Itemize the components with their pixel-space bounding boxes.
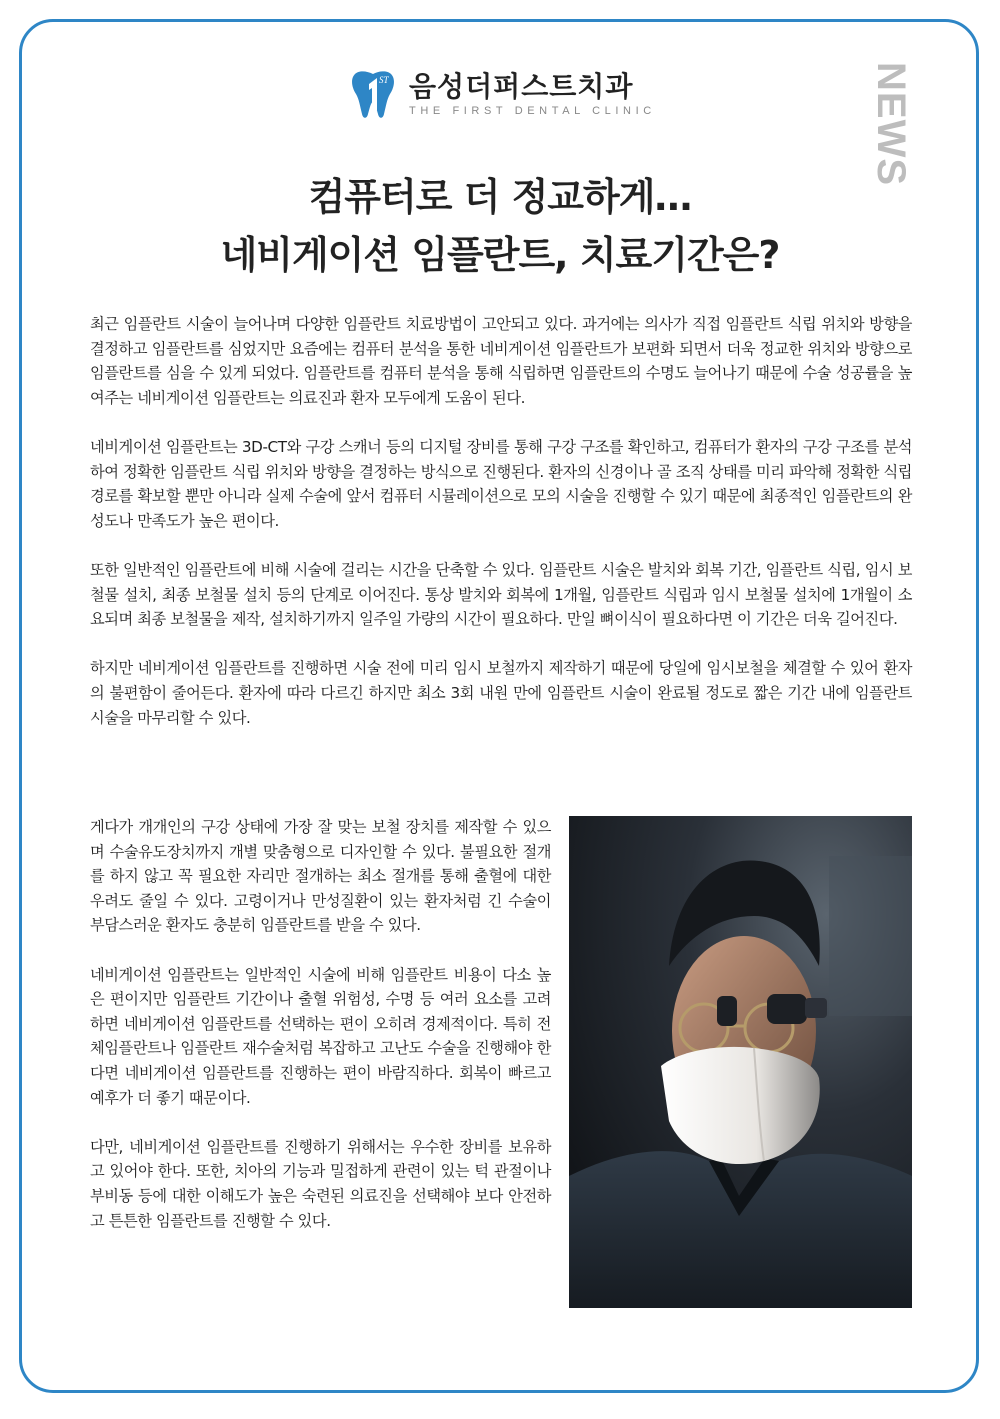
paragraph: 게다가 개개인의 구강 상태에 가장 잘 맞는 보철 장치를 제작할 수 있으며 수술유도장치까지 개별 맞춤형으로 디자인할 수 있다. 불필요한 절개를 하지 않고 꼭 필요한 자리만 절개하는 최소 절개를 통해 출혈에 대한 우려도 줄일 수 있다. 고령이거나 만성질환이 있는 환자처럼 긴 수술이 부담스러운 환자도 충분히 임플란트를 받을 수 있다. (90, 818, 551, 935)
article-column (90, 815, 551, 1258)
clinic-logo (345, 66, 656, 122)
paragraph: 최근 임플란트 시술이 늘어나며 다양한 임플란트 치료방법이 고안되고 있다. 과거에는 의사가 직접 임플란트 식립 위치와 방향을 결정하고 임플란트를 심었지만 요즘에는 컴퓨터 분석을 통한 네비게이션 임플란트가 보편화 되면서 더욱 정교한 위치와 방향으로 임플란트를 심을 수 있게 되었다. 임플란트를 컴퓨터 분석을 통해 식립하면 임플란트의 수명도 늘어나기 때문에 수술 성공률을 높여주는 네비게이션 임플란트는 의료진과 환자 모두에게 도움이 된다. (90, 315, 912, 407)
dentist-illustration (569, 816, 912, 1308)
paragraph: 네비게이션 임플란트는 3D-CT와 구강 스캐너 등의 디지털 장비를 통해 구강 구조를 확인하고, 컴퓨터가 환자의 구강 구조를 분석하여 정확한 임플란트 식립 위치와 방향을 결정하는 방식으로 진행된다. 환자의 신경이나 골 조직 상태를 미리 파악해 정확한 식립 경로를 확보할 뿐만 아니라 실제 수술에 앞서 컴퓨터 시뮬레이션으로 모의 시술을 진행할 수 있기 때문에 최종적인 임플란트의 완성도나 만족도가 높은 편이다. (90, 437, 912, 530)
tooth-logo-icon (345, 66, 401, 122)
clinic-name: 음성더퍼스트치과 (409, 70, 634, 103)
paragraph: 네비게이션 임플란트는 일반적인 시술에 비해 임플란트 비용이 다소 높은 편이지만 임플란트 기간이나 출혈 위험성, 수명 등 여러 요소를 고려하면 네비게이션 임플란트를 선택하는 편이 오히려 경제적이다. 특히 전체임플란트나 임플란트 재수술처럼 복잡하고 고난도 수술을 진행해야 한다면 네비게이션 임플란트를 진행하는 편이 바람직하다. 회복이 빠르고 예후가 더 좋기 때문이다. (90, 965, 551, 1107)
news-side-label: NEWS (869, 62, 913, 186)
headline-line-1: 컴퓨터로 더 정교하게… (308, 175, 692, 219)
paragraph: 또한 일반적인 임플란트에 비해 시술에 걸리는 시간을 단축할 수 있다. 임플란트 시술은 발치와 회복 기간, 임플란트 식립, 임시 보철물 설치, 최종 보철물 설치 등의 단계로 이어진다. 통상 발치와 회복에 1개월, 임플란트 식립과 임시 보철물 설치에 1개월이 소요되며 최종 보철물을 제작, 설치하기까지 일주일 가량의 시간이 필요하다. 만일 뼈이식이 필요하다면 이 기간은 더욱 길어진다. (90, 560, 912, 629)
article-body (90, 312, 912, 755)
clinic-subtitle: THE FIRST DENTAL CLINIC (409, 105, 656, 117)
headline-line-2: 네비게이션 임플란트, 치료기간은? (220, 233, 780, 277)
logo-mark-text: ST (379, 75, 389, 85)
dentist-photo (569, 816, 912, 1308)
paragraph: 하지만 네비게이션 임플란트를 진행하면 시술 전에 미리 임시 보철까지 제작하기 때문에 당일에 임시보철을 체결할 수 있어 환자의 불편함이 줄어든다. 환자에 따라 다르긴 하지만 최소 3회 내원 만에 임플란트 시술이 완료될 정도로 짧은 기간 내에 임플란트 시술을 마무리할 수 있다. (90, 659, 912, 727)
article-headline (90, 168, 910, 284)
paragraph: 다만, 네비게이션 임플란트를 진행하기 위해서는 우수한 장비를 보유하고 있어야 한다. 또한, 치아의 기능과 밀접하게 관련이 있는 턱 관절이나 부비동 등에 대한 이해도가 높은 숙련된 의료진을 선택해야 보다 안전하고 튼튼한 임플란트를 진행할 수 있다. (90, 1137, 551, 1230)
